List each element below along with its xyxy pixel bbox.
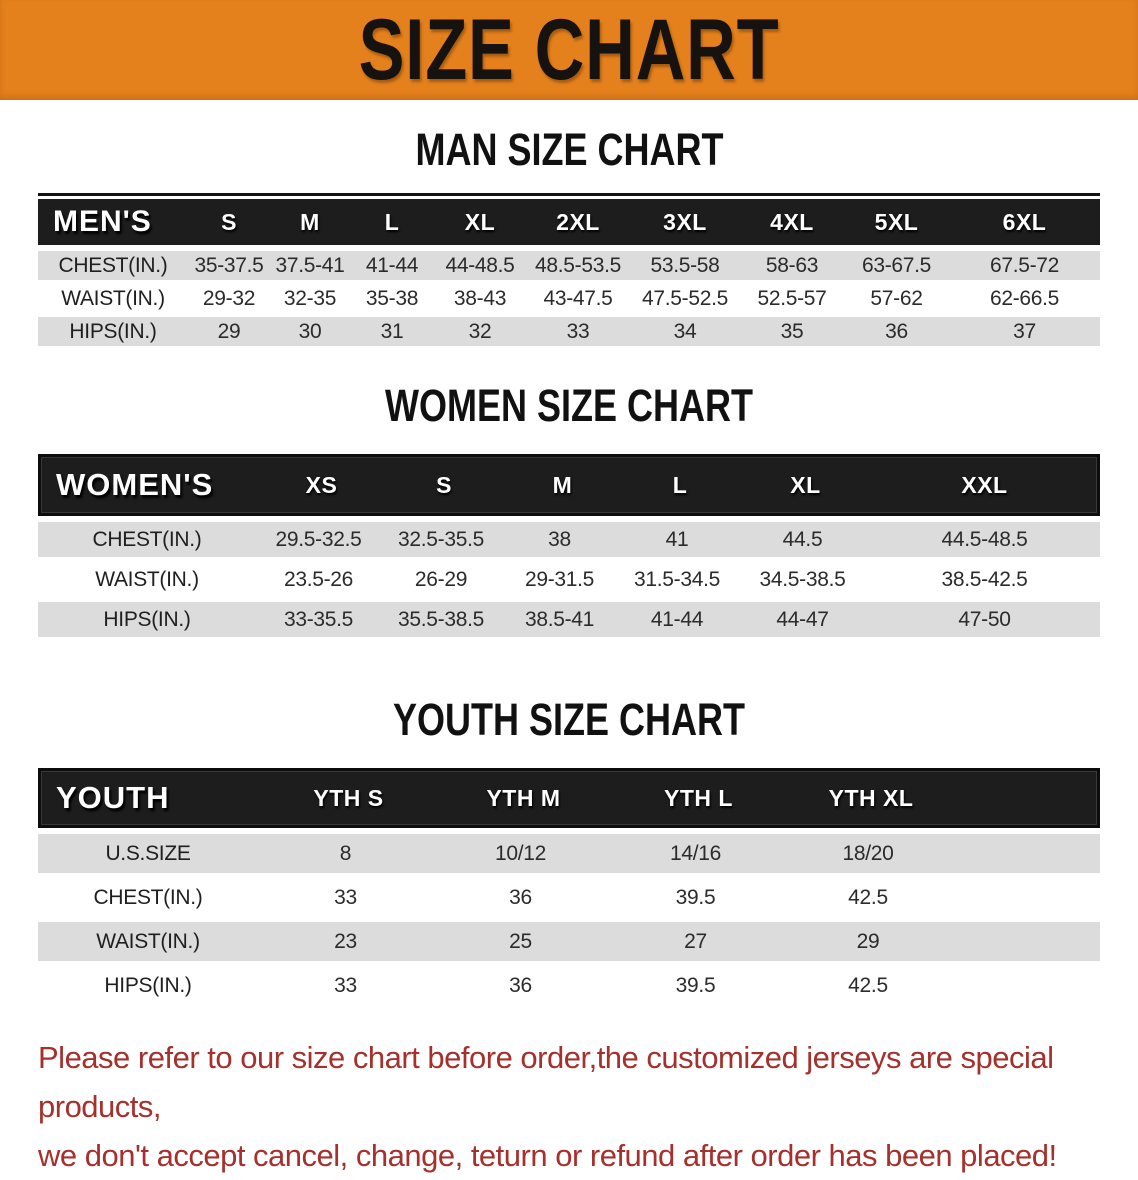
table-row xyxy=(38,562,1100,597)
table-cell: 30 xyxy=(298,319,322,343)
row-header: CHEST(IN.) xyxy=(93,885,203,909)
table-cell: 63-67.5 xyxy=(861,253,932,277)
column-header: YTH M xyxy=(486,784,561,811)
column-header: M xyxy=(300,208,320,235)
table-header-bar xyxy=(38,454,1100,516)
table-group-label: MEN'S xyxy=(53,205,152,238)
table-cell: 29-31.5 xyxy=(524,567,595,591)
table-cell: 48.5-53.5 xyxy=(534,253,622,277)
table-cell: 36 xyxy=(885,319,908,343)
table-cell: 34 xyxy=(673,319,697,343)
column-header: YTH S xyxy=(313,784,384,811)
men-section-heading-text: MAN SIZE CHART xyxy=(414,124,723,175)
men-size-table xyxy=(38,193,1100,346)
table-cell: 38.5-42.5 xyxy=(941,567,1028,591)
table-cell: 29.5-32.5 xyxy=(275,527,362,551)
column-header: 6XL xyxy=(1002,208,1047,235)
column-header: 4XL xyxy=(770,208,814,235)
table-cell: 23.5-26 xyxy=(283,567,354,591)
column-header: 5XL xyxy=(874,208,919,235)
table-row xyxy=(38,522,1100,557)
table-cell: 14/16 xyxy=(669,841,722,865)
table-cell: 32-35 xyxy=(283,286,337,310)
table-group-label: WOMEN'S xyxy=(56,467,214,502)
table-cell: 38.5-41 xyxy=(524,607,595,631)
table-cell: 29-32 xyxy=(202,286,256,310)
table-row xyxy=(38,878,1100,917)
table-cell: 41-44 xyxy=(650,607,704,631)
table-cell: 57-62 xyxy=(870,286,923,310)
table-cell: 34.5-38.5 xyxy=(759,567,846,591)
table-cell: 44.5-48.5 xyxy=(941,527,1028,551)
men-section-heading xyxy=(0,124,1138,175)
table-cell: 33 xyxy=(334,973,357,997)
table-body xyxy=(38,834,1100,1005)
table-row xyxy=(38,966,1100,1005)
row-header: WAIST(IN.) xyxy=(95,567,199,591)
table-cell: 38-43 xyxy=(453,286,507,310)
table-cell: 29 xyxy=(217,319,241,343)
table-row xyxy=(38,284,1100,313)
table-cell: 42.5 xyxy=(848,885,888,909)
table-cell: 37.5-41 xyxy=(275,253,345,277)
table-cell: 52.5-57 xyxy=(757,286,827,310)
table-row xyxy=(38,922,1100,961)
table-cell: 67.5-72 xyxy=(989,253,1060,277)
women-section-heading-text: WOMEN SIZE CHART xyxy=(384,380,753,431)
column-header: XXL xyxy=(961,471,1008,498)
table-cell: 27 xyxy=(684,929,707,953)
table-cell: 33 xyxy=(334,885,357,909)
table-cell: 32 xyxy=(468,319,492,343)
column-header: YTH XL xyxy=(828,784,914,811)
women-size-table xyxy=(38,454,1100,637)
disclaimer-line-1: Please refer to our size chart before order,the customized jerseys are special products, xyxy=(38,1040,1054,1124)
table-cell: 35-38 xyxy=(365,286,419,310)
youth-section-heading-text: YOUTH SIZE CHART xyxy=(392,694,745,745)
column-header: 2XL xyxy=(556,208,600,235)
table-cell: 10/12 xyxy=(494,841,547,865)
row-header: WAIST(IN.) xyxy=(96,929,200,953)
column-header: YTH L xyxy=(664,784,733,811)
youth-section xyxy=(0,694,1138,1005)
table-cell: 37 xyxy=(1013,319,1036,343)
youth-size-table xyxy=(38,768,1100,1005)
column-header: L xyxy=(672,471,688,498)
column-header: XL xyxy=(464,208,496,235)
table-row xyxy=(38,602,1100,637)
table-cell: 31.5-34.5 xyxy=(633,567,721,591)
table-header-bar xyxy=(38,199,1100,245)
table-cell: 32.5-35.5 xyxy=(397,527,485,551)
table-cell: 44.5 xyxy=(782,527,823,551)
table-cell: 58-63 xyxy=(765,253,819,277)
table-header-bar xyxy=(38,768,1100,828)
row-header: CHEST(IN.) xyxy=(58,253,168,277)
table-cell: 35 xyxy=(780,319,804,343)
table-cell: 41-44 xyxy=(365,253,419,277)
table-cell: 38 xyxy=(548,527,571,551)
table-cell: 29 xyxy=(856,929,880,953)
table-cell: 36 xyxy=(509,885,532,909)
table-row xyxy=(38,251,1100,280)
column-header: L xyxy=(384,208,400,235)
table-cell: 35-37.5 xyxy=(194,253,264,277)
row-header: WAIST(IN.) xyxy=(61,286,165,310)
table-row xyxy=(38,834,1100,873)
table-row xyxy=(38,317,1100,346)
row-header: HIPS(IN.) xyxy=(69,319,157,343)
youth-section-heading xyxy=(0,694,1138,745)
table-cell: 47.5-52.5 xyxy=(641,286,729,310)
men-section xyxy=(0,124,1138,346)
table-body xyxy=(38,251,1100,346)
table-cell: 39.5 xyxy=(675,885,716,909)
column-header: S xyxy=(221,208,237,235)
table-cell: 44-47 xyxy=(776,607,829,631)
table-cell: 23 xyxy=(334,929,357,953)
table-cell: 47-50 xyxy=(958,607,1011,631)
row-header: HIPS(IN.) xyxy=(104,973,192,997)
table-cell: 36 xyxy=(509,973,532,997)
table-cell: 35.5-38.5 xyxy=(397,607,485,631)
table-cell: 18/20 xyxy=(842,841,894,865)
column-header: 3XL xyxy=(663,208,707,235)
table-cell: 33-35.5 xyxy=(283,607,354,631)
table-cell: 62-66.5 xyxy=(989,286,1060,310)
table-body xyxy=(38,522,1100,637)
column-header: S xyxy=(436,471,452,498)
table-cell: 42.5 xyxy=(848,973,888,997)
table-cell: 41 xyxy=(665,527,689,551)
row-header: U.S.SIZE xyxy=(105,841,191,865)
table-cell: 31 xyxy=(380,319,404,343)
column-header: M xyxy=(552,471,573,498)
column-header: XL xyxy=(790,471,821,498)
table-cell: 26-29 xyxy=(414,567,468,591)
table-group-label: YOUTH xyxy=(56,780,170,815)
table-cell: 25 xyxy=(509,929,532,953)
banner-title: SIZE CHART xyxy=(358,2,780,98)
size-chart-banner xyxy=(0,0,1138,100)
row-header: HIPS(IN.) xyxy=(103,607,191,631)
table-top-rule xyxy=(38,193,1100,196)
disclaimer-line-2: we don't accept cancel, change, teturn or refund after order has been placed! xyxy=(38,1138,1057,1173)
table-cell: 33 xyxy=(566,319,590,343)
row-header: CHEST(IN.) xyxy=(92,527,202,551)
women-section xyxy=(0,380,1138,637)
column-header: XS xyxy=(305,471,338,498)
table-cell: 43-47.5 xyxy=(543,286,613,310)
order-disclaimer xyxy=(38,1033,1100,1180)
table-cell: 39.5 xyxy=(675,973,716,997)
table-cell: 44-48.5 xyxy=(445,253,515,277)
table-cell: 53.5-58 xyxy=(650,253,720,277)
table-cell: 8 xyxy=(339,841,352,865)
women-section-heading xyxy=(0,380,1138,431)
